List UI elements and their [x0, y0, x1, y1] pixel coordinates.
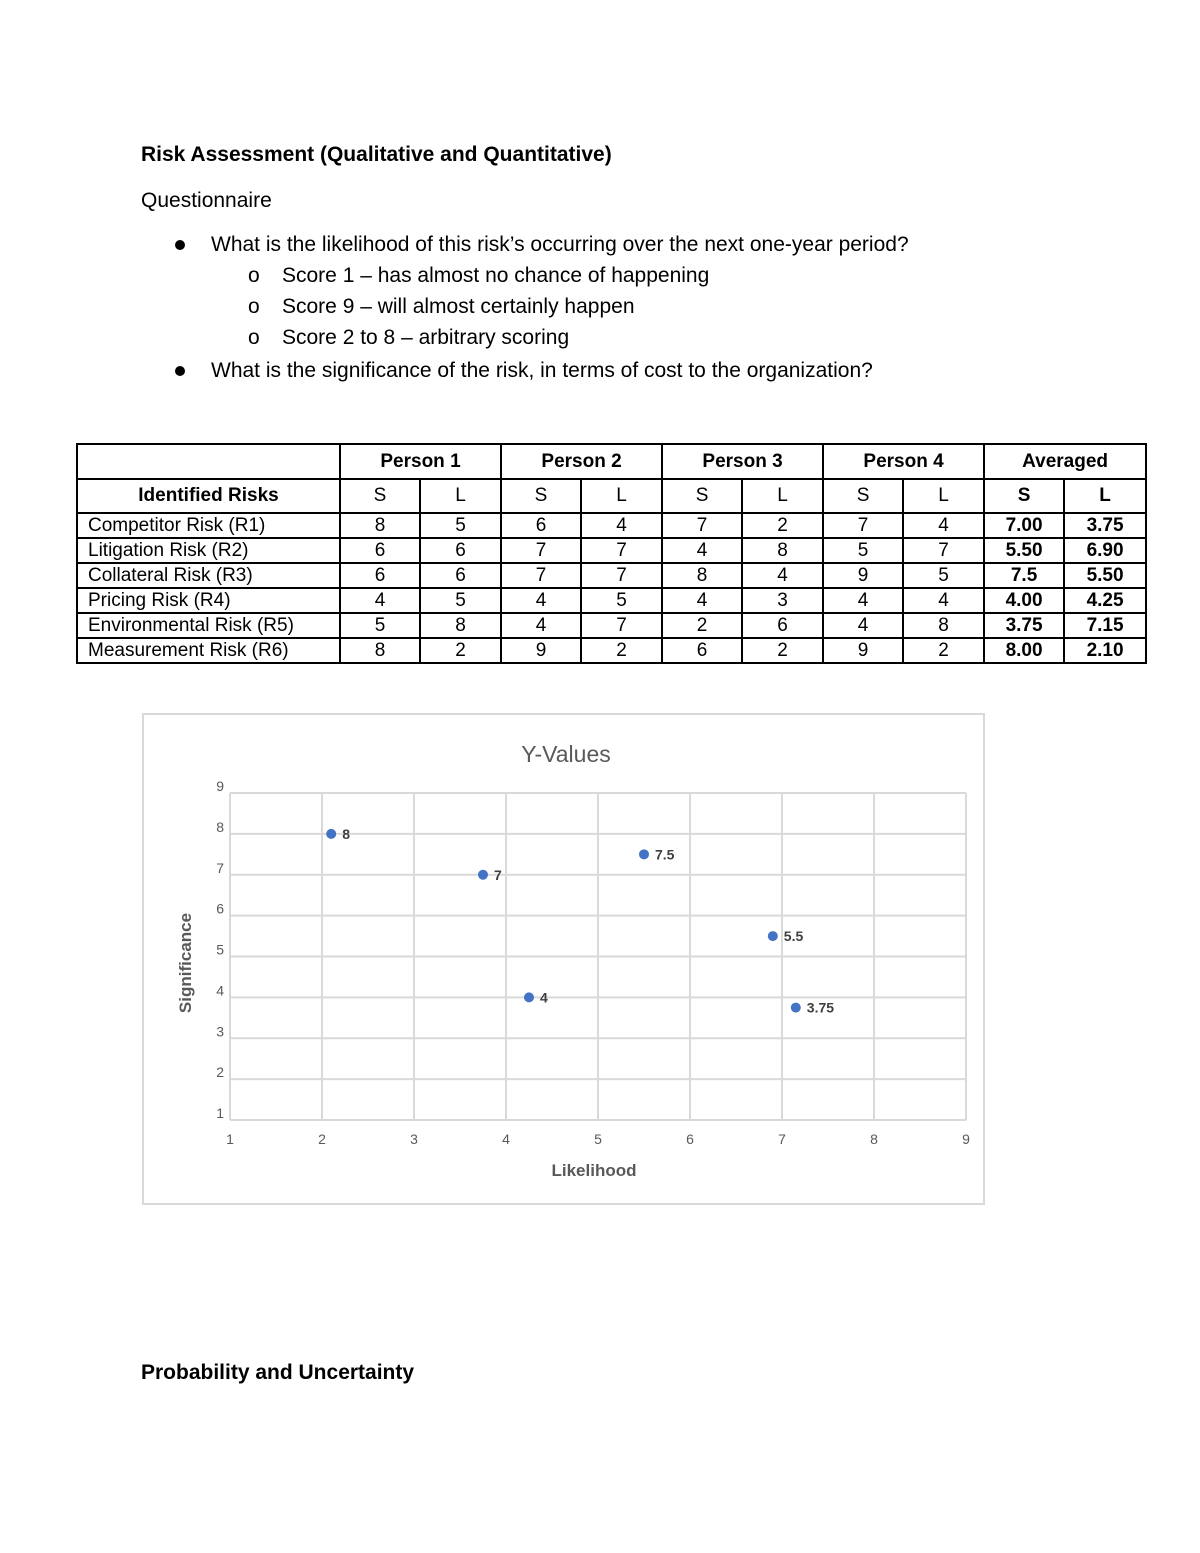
score-cell: 4: [501, 588, 581, 613]
average-likelihood-cell: 3.75: [1064, 513, 1146, 538]
data-point-label: 5.5: [783, 928, 804, 945]
average-significance-cell: 3.75: [984, 613, 1064, 638]
scatter-chart-svg: [144, 715, 983, 1203]
table-sub-header-row: [77, 479, 1146, 513]
data-point-label: 7: [494, 866, 502, 883]
score-cell: 4: [340, 588, 420, 613]
sub-bullet-icon: o: [248, 295, 260, 318]
question-item: [141, 358, 1141, 389]
bullet-icon: [175, 240, 185, 250]
risk-name-cell: Competitor Risk (R1): [77, 513, 340, 538]
average-significance-cell: 4.00: [984, 588, 1064, 613]
data-point-label: 4: [540, 989, 548, 1006]
y-axis-label: Significance: [176, 912, 195, 1014]
score-cell: 8: [420, 613, 501, 638]
score-cell: 7: [903, 538, 984, 563]
table-row: [77, 563, 1146, 588]
score-cell: 6: [662, 638, 742, 663]
score-cell: 7: [501, 563, 581, 588]
risk-name-cell: Collateral Risk (R3): [77, 563, 340, 588]
group-header-person-3: Person 3: [662, 444, 823, 479]
risk-name-cell: Litigation Risk (R2): [77, 538, 340, 563]
sub-item-text: Score 2 to 8 – arbitrary scoring: [282, 326, 570, 349]
score-cell: 9: [501, 638, 581, 663]
score-cell: 8: [742, 538, 823, 563]
average-likelihood-cell: 5.50: [1064, 563, 1146, 588]
y-tick-label: 3: [216, 1023, 224, 1040]
score-cell: 5: [420, 588, 501, 613]
score-cell: 8: [662, 563, 742, 588]
sub-header-cell: L: [1064, 479, 1146, 513]
y-tick-label: 9: [216, 778, 224, 794]
score-cell: 6: [340, 563, 420, 588]
score-cell: 4: [903, 588, 984, 613]
table-row: [77, 513, 1146, 538]
sub-header-cell: L: [581, 479, 662, 513]
sub-item: [141, 294, 1141, 325]
group-header-person-1: Person 1: [340, 444, 501, 479]
score-cell: 4: [823, 613, 903, 638]
x-tick-label: 1: [226, 1131, 234, 1147]
score-cell: 4: [662, 588, 742, 613]
score-cell: 9: [823, 638, 903, 663]
score-cell: 2: [420, 638, 501, 663]
table-group-header-row: [77, 444, 1146, 479]
average-significance-cell: 5.50: [984, 538, 1064, 563]
row-header-label: Identified Risks: [77, 479, 340, 513]
score-cell: 8: [340, 513, 420, 538]
risk-name-cell: Environmental Risk (R5): [77, 613, 340, 638]
score-cell: 4: [501, 613, 581, 638]
y-tick-label: 4: [216, 982, 224, 999]
table-row: [77, 538, 1146, 563]
average-significance-cell: 8.00: [984, 638, 1064, 663]
data-point-label: 3.75: [806, 999, 835, 1016]
table-row: [77, 638, 1146, 663]
sub-header-cell: S: [984, 479, 1064, 513]
score-cell: 5: [340, 613, 420, 638]
x-tick-label: 9: [962, 1131, 970, 1147]
y-tick-label: 1: [216, 1105, 224, 1121]
score-cell: 4: [823, 588, 903, 613]
sub-header-cell: L: [742, 479, 823, 513]
score-cell: 2: [903, 638, 984, 663]
score-cell: 7: [823, 513, 903, 538]
score-cell: 6: [420, 563, 501, 588]
sub-header-cell: S: [823, 479, 903, 513]
score-cell: 5: [420, 513, 501, 538]
question-item: [141, 232, 1141, 263]
y-tick-label: 6: [216, 900, 224, 917]
risk-name-cell: Pricing Risk (R4): [77, 588, 340, 613]
score-cell: 6: [742, 613, 823, 638]
y-tick-label: 7: [216, 859, 224, 876]
data-point: [478, 870, 488, 880]
y-tick-label: 5: [216, 941, 224, 958]
data-point-label: 7.5: [655, 846, 675, 863]
sub-item: [141, 263, 1141, 294]
y-tick-label: 8: [216, 818, 224, 835]
score-cell: 2: [662, 613, 742, 638]
score-cell: 4: [742, 563, 823, 588]
score-cell: 8: [903, 613, 984, 638]
score-cell: 6: [420, 538, 501, 563]
x-axis-label: Likelihood: [551, 1161, 637, 1180]
score-cell: 2: [742, 638, 823, 663]
data-point: [768, 931, 778, 941]
group-header-person-4: Person 4: [823, 444, 984, 479]
sub-item: [141, 325, 1141, 356]
score-cell: 9: [823, 563, 903, 588]
data-point: [791, 1003, 801, 1013]
table-row: [77, 588, 1146, 613]
score-cell: 8: [340, 638, 420, 663]
y-tick-label: 2: [216, 1064, 224, 1081]
x-tick-label: 2: [318, 1131, 326, 1147]
sub-header-cell: L: [903, 479, 984, 513]
average-likelihood-cell: 7.15: [1064, 613, 1146, 638]
score-cell: 7: [581, 538, 662, 563]
sub-header-cell: L: [420, 479, 501, 513]
x-tick-label: 6: [686, 1131, 694, 1147]
question-list: [141, 232, 1141, 389]
data-point: [326, 829, 336, 839]
sub-bullet-icon: o: [248, 264, 260, 287]
data-point-label: 8: [342, 825, 350, 842]
score-cell: 7: [581, 613, 662, 638]
x-tick-label: 4: [502, 1131, 510, 1147]
sub-item-text: Score 9 – will almost certainly happen: [282, 295, 635, 318]
score-cell: 5: [581, 588, 662, 613]
group-header-averaged: Averaged: [984, 444, 1146, 479]
chart-title: Y-Values: [521, 741, 611, 767]
sub-bullet-icon: o: [248, 326, 260, 349]
x-tick-label: 5: [594, 1131, 602, 1147]
question-text: What is the significance of the risk, in terms of cost to the organization?: [211, 359, 873, 382]
risk-name-cell: Measurement Risk (R6): [77, 638, 340, 663]
group-header-person-2: Person 2: [501, 444, 662, 479]
data-point: [524, 992, 534, 1002]
bullet-icon: [175, 366, 185, 376]
score-cell: 7: [581, 563, 662, 588]
x-tick-label: 8: [870, 1131, 878, 1147]
average-likelihood-cell: 6.90: [1064, 538, 1146, 563]
average-likelihood-cell: 4.25: [1064, 588, 1146, 613]
sub-header-cell: S: [501, 479, 581, 513]
score-cell: 7: [662, 513, 742, 538]
average-significance-cell: 7.5: [984, 563, 1064, 588]
scatter-chart: [142, 713, 985, 1205]
score-cell: 4: [662, 538, 742, 563]
score-cell: 3: [742, 588, 823, 613]
sub-header-cell: S: [662, 479, 742, 513]
table-row: [77, 613, 1146, 638]
score-cell: 5: [823, 538, 903, 563]
document-title: Risk Assessment (Qualitative and Quantitative): [141, 143, 612, 166]
section-title: Probability and Uncertainty: [141, 1361, 415, 1384]
question-text: What is the likelihood of this risk’s occurring over the next one-year period?: [211, 233, 909, 256]
risk-scores-table: [76, 443, 1147, 664]
score-cell: 4: [903, 513, 984, 538]
score-cell: 6: [340, 538, 420, 563]
average-significance-cell: 7.00: [984, 513, 1064, 538]
questionnaire-label: Questionnaire: [141, 189, 272, 212]
score-cell: 2: [742, 513, 823, 538]
data-point: [639, 849, 649, 859]
average-likelihood-cell: 2.10: [1064, 638, 1146, 663]
sub-item-text: Score 1 – has almost no chance of happening: [282, 264, 710, 287]
score-cell: 6: [501, 513, 581, 538]
sub-header-cell: S: [340, 479, 420, 513]
score-cell: 2: [581, 638, 662, 663]
x-tick-label: 7: [778, 1131, 786, 1147]
score-cell: 5: [903, 563, 984, 588]
table-corner-cell: [77, 444, 340, 479]
x-tick-label: 3: [410, 1131, 418, 1147]
score-cell: 4: [581, 513, 662, 538]
score-cell: 7: [501, 538, 581, 563]
